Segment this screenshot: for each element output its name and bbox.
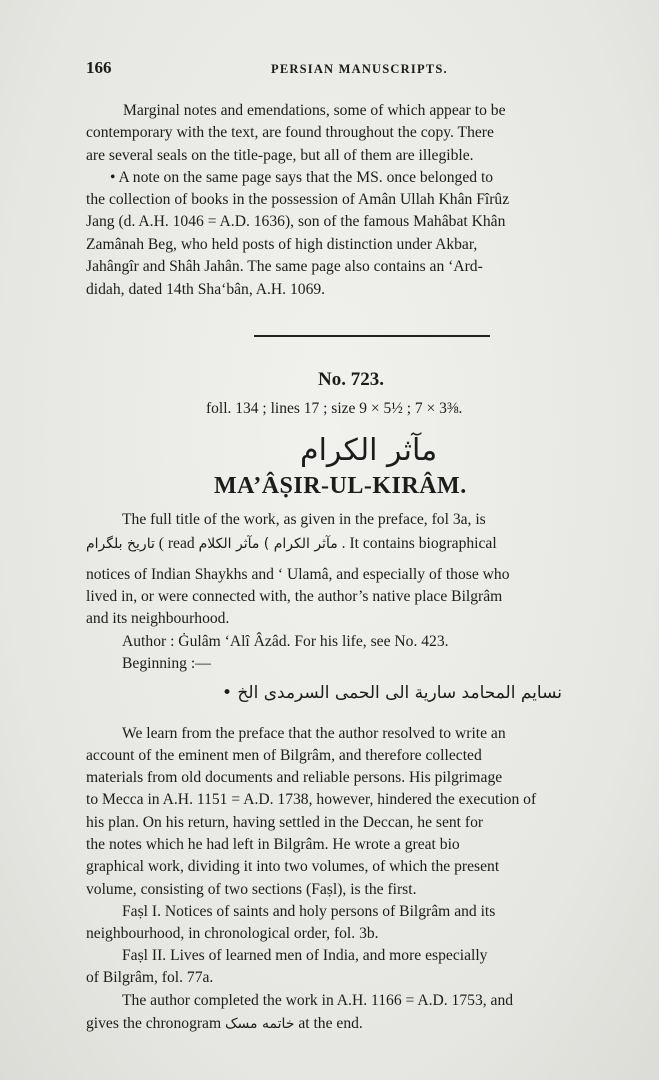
text-line: his plan. On his return, having settled in the Deccan, he sent for [86,814,484,831]
text-line: to Mecca in A.H. 1151 = A.D. 1738, however, hindered the execution of [86,791,537,808]
text-line: Jahângîr and Shâh Jahân. The same page also contains an ‘Ard- [86,258,483,275]
text-line: didah, dated 14th Sha‘bân, A.H. 1069. [86,281,326,298]
text-line: of Bilgrâm, fol. 77a. [86,969,214,986]
arabic-phrase: مآثر الكرام ) مآثر الكلام [198,536,338,552]
text-line: • A note on the same page says that the MS. once belonged to [110,169,494,186]
text-line: graphical work, dividing it into two volumes, of which the present [86,858,500,875]
text-line: account of the eminent men of Bilgrâm, and therefore collected [86,747,482,764]
entry-number: No. 723. [318,369,384,390]
running-title: PERSIAN MANUSCRIPTS. [271,62,448,76]
text-line: The full title of the work, as given in the preface, fol 3a, is [122,511,486,528]
arabic-chronogram: خاتمه مسک [225,1016,295,1032]
text-line: Faṣl II. Lives of learned men of India, and more especially [122,947,488,964]
arabic-beginning: نسايم المحامد سارية الى الحمى السرمدى الخ • [222,683,562,703]
author-line: Author : Ġulâm ‘Alî Âzâd. For his life, see No. 423. [122,633,449,650]
page-number: 166 [86,58,112,77]
entry-collation: foll. 134 ; lines 17 ; size 9 × 5½ ; 7 × 3⅜. [206,400,463,417]
text-line: Jang (d. A.H. 1046 = A.D. 1636), son of the famous Mahâbat Khân [86,213,506,230]
text-line-with-arabic: تاريخ بلگرام ( read مآثر الكرام ) مآثر الكلام . It contains biographical [86,535,497,552]
work-title: MA’ÂṢIR-UL-KIRÂM. [214,473,467,499]
text-line: volume, consisting of two sections (Faṣl), is the first. [86,881,417,898]
text-line: neighbourhood, in chronological order, fol. 3b. [86,925,379,942]
text-line: are several seals on the title-page, but all of them are illegible. [86,147,474,164]
arabic-title: مآثر الكرام [300,433,438,468]
text-line: lived in, or were connected with, the author’s native place Bilgrâm [86,588,503,605]
arabic-phrase: تاريخ بلگرام [86,536,155,552]
text-line: The author completed the work in A.H. 1166 = A.D. 1753, and [122,992,514,1009]
beginning-label: Beginning :— [122,655,211,672]
text-line-with-arabic: gives the chronogram خاتمه مسک at the end. [86,1015,363,1032]
section-divider [254,335,490,337]
text-line: Marginal notes and emendations, some of which appear to be [123,102,506,119]
text-line: notices of Indian Shaykhs and ‘ Ulamâ, and especially of those who [86,566,510,583]
text-line: Faṣl I. Notices of saints and holy persons of Bilgrâm and its [122,903,496,920]
text-line: and its neighbourhood. [86,610,230,627]
text-line: materials from old documents and reliable persons. His pilgrimage [86,769,503,786]
text-line: the notes which he had left in Bilgrâm. He wrote a great bio [86,836,460,853]
text-line: Zamânah Beg, who held posts of high distinction under Akbar, [86,236,478,253]
text-line: We learn from the preface that the author resolved to write an [122,725,506,742]
text-line: contemporary with the text, are found throughout the copy. There [86,124,494,141]
page-header [86,58,646,82]
text-line: the collection of books in the possession of Amân Ullah Khân Fîrûz [86,191,510,208]
